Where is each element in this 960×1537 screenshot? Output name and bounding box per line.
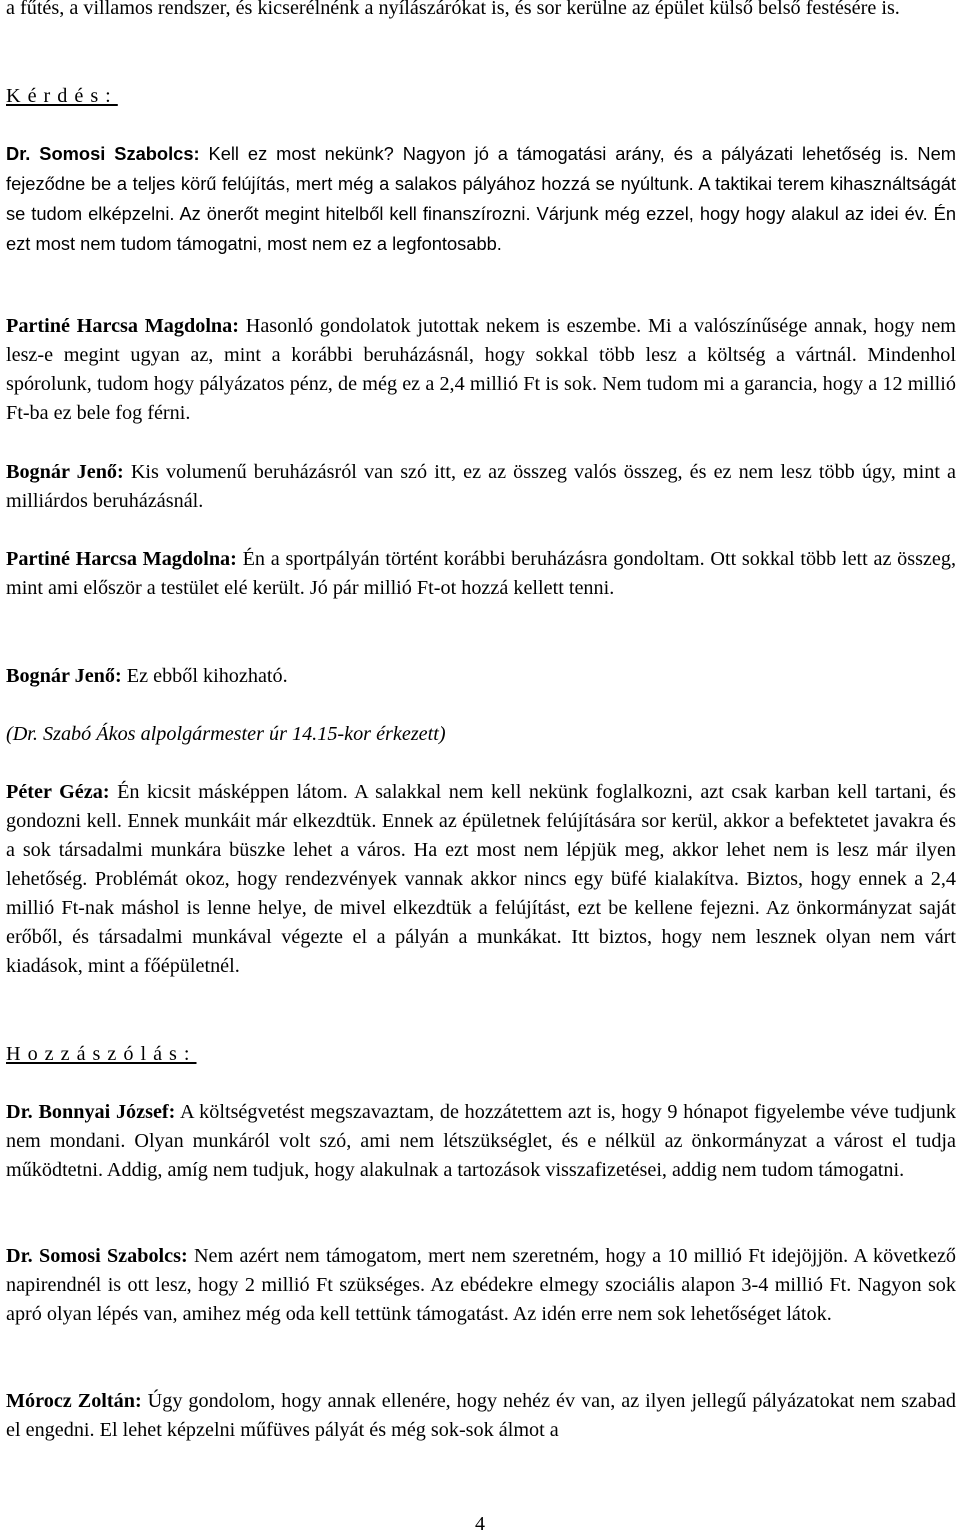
arrival-note bbox=[6, 720, 446, 749]
note-text: (Dr. Szabó Ákos alpolgármester úr 14.15-kor érkezett) bbox=[6, 723, 446, 745]
speaker-name: Mórocz Zoltán: bbox=[6, 1390, 142, 1412]
speaker-name: Dr. Bonnyai József: bbox=[6, 1101, 176, 1123]
paragraph-text: Nem azért nem támogatom, mert nem szeretném, hogy a 10 millió Ft idejöjjön. A következő napirendnél is ott lesz, hogy 2 millió Ft szükséges. Az ebédekre elmegy szociális alapon 3-4 millió Ft. Nagyon sok apró olyan lépés van, amihez még oda kell tettünk támogatást. Az idén erre nem sok lehetőséget látok. bbox=[6, 1245, 956, 1325]
page-number: 4 bbox=[475, 1513, 485, 1535]
speaker-name: Dr. Somosi Szabolcs: bbox=[6, 1245, 188, 1267]
speaker-name: Partiné Harcsa Magdolna: bbox=[6, 548, 237, 570]
paragraph-text: Úgy gondolom, hogy annak ellenére, hogy nehéz év van, az ilyen jellegű pályázatokat nem szabad el engedni. El lehet képzelni műfüves pályát és még sok-sok álmot a bbox=[6, 1390, 956, 1441]
paragraph-continuation bbox=[6, 0, 956, 23]
heading-text: Kérdés: bbox=[6, 85, 118, 107]
paragraph-bognar-2 bbox=[6, 662, 956, 691]
paragraph-somosi-2 bbox=[6, 1242, 956, 1329]
paragraph-text: Kell ez most nekünk? Nagyon jó a támogatási arány, és a pályázati lehetőség is. bbox=[199, 143, 918, 164]
paragraph-partine-1 bbox=[6, 312, 956, 428]
section-heading-kerdes bbox=[6, 82, 118, 111]
paragraph-text: Ez ebből kihozható. bbox=[121, 665, 288, 687]
paragraph-text: Kis volumenű beruházásról van szó itt, ez az összeg valós összeg, és ez nem lesz több úgy, mint a milliárdos beruházásnál. bbox=[6, 461, 956, 512]
speaker-name: Dr. Somosi Szabolcs: bbox=[6, 143, 200, 164]
paragraph-somosi-1 bbox=[6, 139, 956, 259]
speaker-name: Bognár Jenő: bbox=[6, 665, 122, 687]
paragraph-peter bbox=[6, 778, 956, 981]
paragraph-text: A költségvetést megszavaztam, de hozzátettem azt is, hogy 9 hónapot figyelembe véve tudjunk nem mondani. Olyan munkáról volt szó, ami nem létszükséglet, és e nélkül az önkormányzat a várost el tudja működtetni. Addig, amíg nem tudjuk, hogy alakulnak a tartozások visszafizetései, addig nem tudom támogatni. bbox=[6, 1101, 957, 1181]
paragraph-morocz bbox=[6, 1387, 956, 1445]
paragraph-text: Hasonló gondolatok jutottak nekem is eszembe. Mi a valószínűsége annak, hogy nem lesz-e megint ugyan az, mint a korábbi beruházásnál, hogy sokkal több lesz a költség a vártnál. Mindenhol spórolunk, tudom hogy pályázatos pénz, de még ez a 2,4 millió Ft is sok. Nem tudom mi a garancia, hogy a 12 millió Ft-ba ez bele fog férni. bbox=[6, 315, 956, 424]
paragraph-text: Én a sportpályán történt korábbi beruházásra gondoltam. Ott sokkal több lett az összeg, mint ami először a testület elé került. Jó pár millió Ft-ot hozzá kellett tenni. bbox=[6, 548, 956, 599]
heading-text: Hozzászólás: bbox=[6, 1043, 197, 1065]
speaker-name: Bognár Jenő: bbox=[6, 461, 124, 483]
paragraph-text: Én kicsit másképpen látom. A salakkal nem kell nekünk foglalkozni, azt csak karban kell tartani, és gondozni kell. Ennek munkáit már elkezdtük. Ennek az épületnek felújítására sor kerül, akkor a befektetet javakra és a sok társadalmi munkára büszke lehet a város. Ha ezt most nem lépjük meg, akkor lehet nem is lesz már ilyen lehetőség. Problémát okoz, hogy rendezvények vannak akkor nincs egy büfé kialakítva. Biztos, hogy ennek a 2,4 millió Ft-nak máshol is lenne helye, de mivel elkezdtük a felújítást, ezt be kellene fejezni. Az önkormányzat saját erőből, és társadalmi munkával végezte el a pályán a munkákat. Itt biztos, hogy nem lesznek olyan nem várt kiadások, mint a főépületnél. bbox=[6, 781, 956, 977]
section-heading-hozzaszolas bbox=[6, 1040, 197, 1069]
speaker-name: Partiné Harcsa Magdolna: bbox=[6, 315, 239, 337]
paragraph-bognar-1 bbox=[6, 458, 956, 516]
paragraph-text: a fűtés, a villamos rendszer, és kicserélnénk a nyílászárókat is, és sor kerülne az épület külső belső festésére is. bbox=[6, 0, 900, 19]
paragraph-bonnyai bbox=[6, 1098, 956, 1185]
paragraph-text: Nem fejeződne be a teljes körű felújítás, mert még a salakos pályához hozzá se nyúltunk. A taktikai terem kihasználtságát se tudom elképzelni. Az önerőt megint hitelből kell finanszírozni. Várjunk még ezzel, hogy hogy alakul az idei év. Én ezt most nem tudom támogatni, most nem ez a legfontosabb. bbox=[6, 143, 956, 254]
paragraph-partine-2 bbox=[6, 545, 956, 603]
speaker-name: Péter Géza: bbox=[6, 781, 110, 803]
